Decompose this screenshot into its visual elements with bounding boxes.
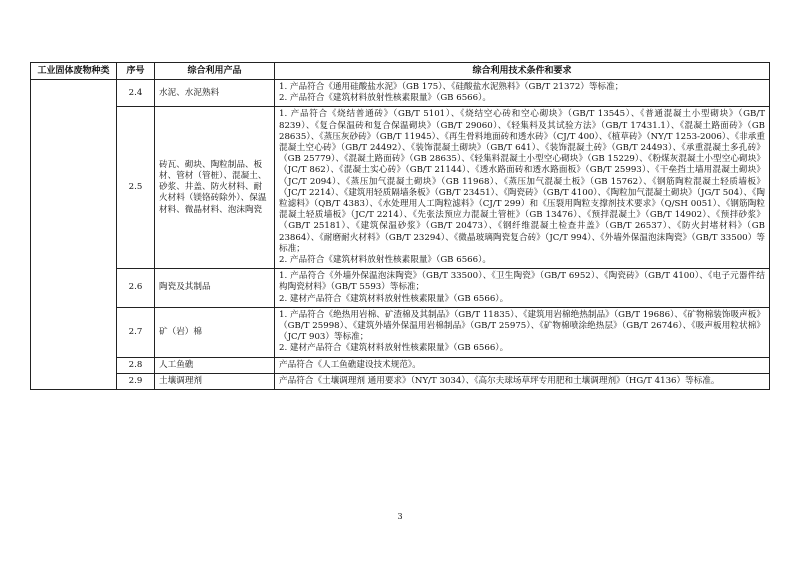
row-number: 2.4 [117,80,155,107]
requirement-line: 1. 产品符合《绝热用岩棉、矿渣棉及其制品》（GB/T 11835）、《建筑用岩棉绝热制品》（GB/T 19686）、《矿物棉装饰吸声板》（GB/T 25998）、《建筑外墙外保温用岩棉制品》（GB/T 25975）、《矿物棉喷涂绝热层》（GB/T 26746）、《吸声板用粒状棉》（JC/T 903）等标准； [279,309,765,343]
requirement-line: 产品符合《土壤调理剂 通用要求》（NY/T 3034）、《高尔夫球场草坪专用肥和土壤调理剂》（HG/T 4136）等标准。 [279,375,720,386]
row-requirements [275,307,770,357]
row-requirements [275,107,770,269]
row-requirements [275,373,770,389]
requirement-line: 1. 产品符合《烧结普通砖》（GB/T 5101）、《烧结空心砖和空心砌块》（GB/T 13545）、《普通混凝土小型砌块》（GB/T 8239）、《复合保温砖和复合保温砌块》（GB/T 29060）、《轻集料及其试验方法》（GB/T 17431.1）、《混凝土路面砖》（GB 28635）、《蒸压灰砂砖》（GB/T 11945）、《再生骨料地面砖和透水砖》（CJ/T 400）、《植草砖》（NY/T 1253-2006）、《非承重混凝土空心砖》（GB/T 24492）、《装饰混凝土砌块》（GB/T 641）、《装饰混凝土砖》（GB/T 24493）、《承重混凝土多孔砖》（GB 25779）、《混凝土路面砖》（GB 28635）、《轻集料混凝土小型空心砌块》（GB 15229）、《粉煤灰混凝土小型空心砌块》（JC/T 862）、《混凝土实心砖》（GB/T 21144）、《透水路面砖和透水路面板》（GB/T 25993）、《干垒挡土墙用混凝土砌块》（JC/T 2094）、《蒸压加气混凝土砌块》（GB 11968）、《蒸压加气混凝土板》（GB 15762）、《钢筋陶粒混凝土轻质墙板》（JC/T 2214）、《建筑用轻质隔墙条板》（GB/T 23451）、《陶瓷砖》（GB/T 4100）、《陶粒加气混凝土砌块》（JG/T 504）、《陶粒滤料》（QB/T 4383）、《水处理用人工陶粒滤料》（CJ/T 299）和《压裂用陶粒支撑剂技术要求》（Q/SH 0051）、《钢筋陶粒混凝土轻质墙板》（JC/T 2214）、《先张法预应力混凝土管桩》（GB 13476）、《预拌混凝土》（GB/T 14902）、《预拌砂浆》（GB/T 25181）、《建筑保温砂浆》（GB/T 20473）、《钢纤维混凝土检查井盖》（GB/T 26537）、《防火封堵材料》（GB 23864）、《耐磨耐火材料》（GB/T 23294）、《微晶玻璃陶瓷复合砖》（JC/T 994）、《外墙外保温泡沫陶瓷》（GB/T 33500）等标准； [279,109,765,254]
row-product: 水泥、水泥熟料 [155,80,275,107]
row-number: 2.8 [117,357,155,373]
table-row [31,80,770,107]
row-requirements [275,80,770,107]
row-number: 2.7 [117,307,155,357]
header-number: 序号 [117,63,155,80]
requirement-line: 2. 产品符合《建筑材料放射性核素限量》（GB 6566）。 [279,93,491,104]
table-row [31,107,770,269]
category-cell [31,80,117,390]
requirement-line: 2. 产品符合《建筑材料放射性核素限量》（GB 6566）。 [279,255,491,266]
table-row [31,357,770,373]
table-row [31,307,770,357]
row-product: 土壤调理剂 [155,373,275,389]
requirement-line: 1. 产品符合《外墙外保温泡沫陶瓷》（GB/T 33500）、《卫生陶瓷》（GB/T 6952）、《陶瓷砖》（GB/T 4100）、《电子元器件结构陶瓷材料》（GB/T 5593）等标准； [279,271,765,293]
table-row [31,269,770,308]
waste-utilization-table [30,62,770,390]
page-number: 3 [397,512,403,521]
table-row [31,373,770,389]
row-requirements [275,269,770,308]
row-requirements [275,357,770,373]
requirement-line: 1. 产品符合《通用硅酸盐水泥》（GB 175）、《硅酸盐水泥熟料》（GB/T 21372）等标准； [279,82,624,92]
header-category: 工业固体废物种类 [31,63,117,80]
table-header-row [31,63,770,80]
requirement-line: 2. 建材产品符合《建筑材料放射性核素限量》（GB 6566）。 [279,293,509,304]
row-product: 矿（岩）棉 [155,307,275,357]
row-number: 2.5 [117,107,155,269]
header-requirements: 综合利用技术条件和要求 [275,63,770,80]
requirement-line: 产品符合《人工鱼礁建设技术规范》。 [279,359,421,370]
row-product: 陶瓷及其制品 [155,269,275,308]
header-product: 综合利用产品 [155,63,275,80]
row-number: 2.9 [117,373,155,389]
row-product: 人工鱼礁 [155,357,275,373]
row-number: 2.6 [117,269,155,308]
requirement-line: 2. 建材产品符合《建筑材料放射性核素限量》（GB 6566）。 [279,343,509,354]
row-product: 砖瓦、砌块、陶粒制品、板材、管材（管桩）、混凝土、砂浆、井盖、防火材料、耐火材料（镁铬砖除外）、保温材料、微晶材料、泡沫陶瓷 [155,107,275,269]
